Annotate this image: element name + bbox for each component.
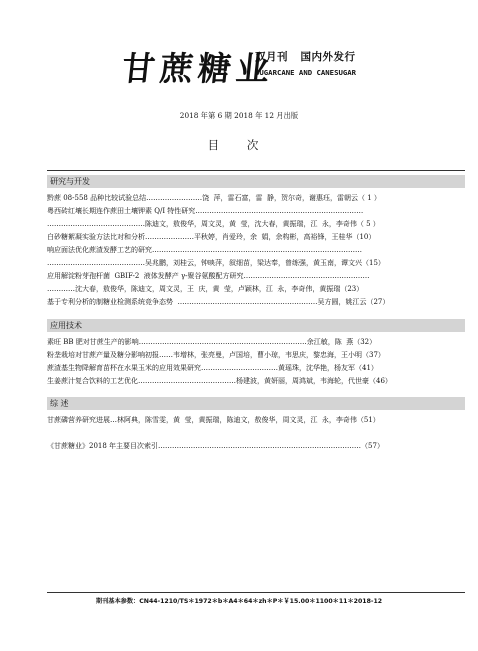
toc-entry[interactable]: 粤西砖红壤长期连作蔗田土壤钾素 Q/I 特性研究……………………………………………………………… [47, 207, 364, 215]
masthead [0, 48, 478, 90]
footer-rule [47, 592, 465, 593]
toc-entry[interactable]: 素旺 BB 肥对甘蔗生产的影响………………………………………………………………余江敏，陈 燕（32） [47, 338, 377, 346]
toc-entry-continued[interactable]: ……………………………………陈迪文，敖俊华，周文灵，黄 莹，沈大春，黄振瑞，江 永，李奇伟（ 5 ） [47, 220, 380, 228]
toc-entry-continued[interactable]: ……………………………………吴兆鹏，刘桂云，钟映萍，叙细苗，梁达奉，曾练强，黄玉南，谭文兴（15） [47, 259, 385, 267]
toc-entry[interactable]: 响应面法优化蔗渣发酵工艺的研究……………………………………………………………………………… [47, 246, 362, 254]
toc-entry-continued[interactable]: …………沈大春，敖俊华，陈迪文，周文灵，王 庆，黄 莹，卢颖林，江 永，李奇伟，黄振瑞（23） [47, 285, 364, 293]
annual-index-entry[interactable]: 《甘蔗糖业》2018 年主要目次索引……………………………………………………………………………（57） [47, 442, 384, 450]
toc-entry[interactable]: 生姜蔗汁复合饮料的工艺优化……………………………………杨建波，黄妍丽，周鸿斌，韦海轮，代世豪（46） [47, 377, 392, 385]
section-heading-review: 综 述 [47, 397, 465, 410]
toc-entry[interactable]: 应用解淀粉芽孢杆菌 GBIF-2 液体发酵产 γ-聚谷氨酸配方研究……………………………………………… [47, 272, 370, 280]
toc-entry[interactable]: 白砂糖絮凝实验方法比对和分析…………………平秋婷，肖爱玲，余 娟，余构彬，高裕锋，王桂华（10） [47, 233, 376, 241]
publication-frequency: 双月刊 国内外发行 [255, 51, 356, 63]
section-heading-research: 研究与开发 [47, 175, 465, 188]
toc-entry[interactable]: 甘蔗磷营养研究进展…林阿典，陈雪雯，黄 莹，黄振瑞，陈迪文，敖俊华，周文灵，江 永，李奇伟（51） [47, 416, 380, 424]
toc-entry[interactable]: 基于专利分析的制糖业检测系统竞争态势 ……………………………………………………吴方圆，姚江云（27） [47, 298, 390, 306]
toc-title: 目 次 [207, 138, 271, 152]
section-heading-applied-tech: 应用技术 [47, 319, 465, 332]
toc-entry[interactable]: 蔗渣基生物降解育苗杯在水果玉米的应用效果研究……………………………黄瑶珠，沈华艳，杨友军（41） [47, 364, 378, 372]
journal-logo: 甘蔗糖业 [120, 49, 277, 88]
journal-english-title: SUGARCANE AND CANESUGAR [255, 68, 357, 77]
toc-top-rule [47, 170, 465, 171]
toc-entry[interactable]: 黔蔗 08-558 品种比较试验总结……………………饶 萍，雷石富，雷 静，贺尔奇，谢惠珏，雷朝云（ 1 ） [47, 194, 381, 202]
toc-entry[interactable]: 粉垄栽培对甘蔗产量及糖分影响初报……韦增林，张亮曼，卢国培，曹小琼，韦思庆，黎忠海，王小明（37） [47, 351, 385, 359]
journal-parameters: 期刊基本参数：CN44-1210/TS＊1972＊b＊A4＊64＊zh＊P＊￥15.00＊1100＊11＊2018-12 [95, 598, 383, 605]
issue-line: 2018 年第 6 期 2018 年 12 月出版 [179, 111, 299, 120]
